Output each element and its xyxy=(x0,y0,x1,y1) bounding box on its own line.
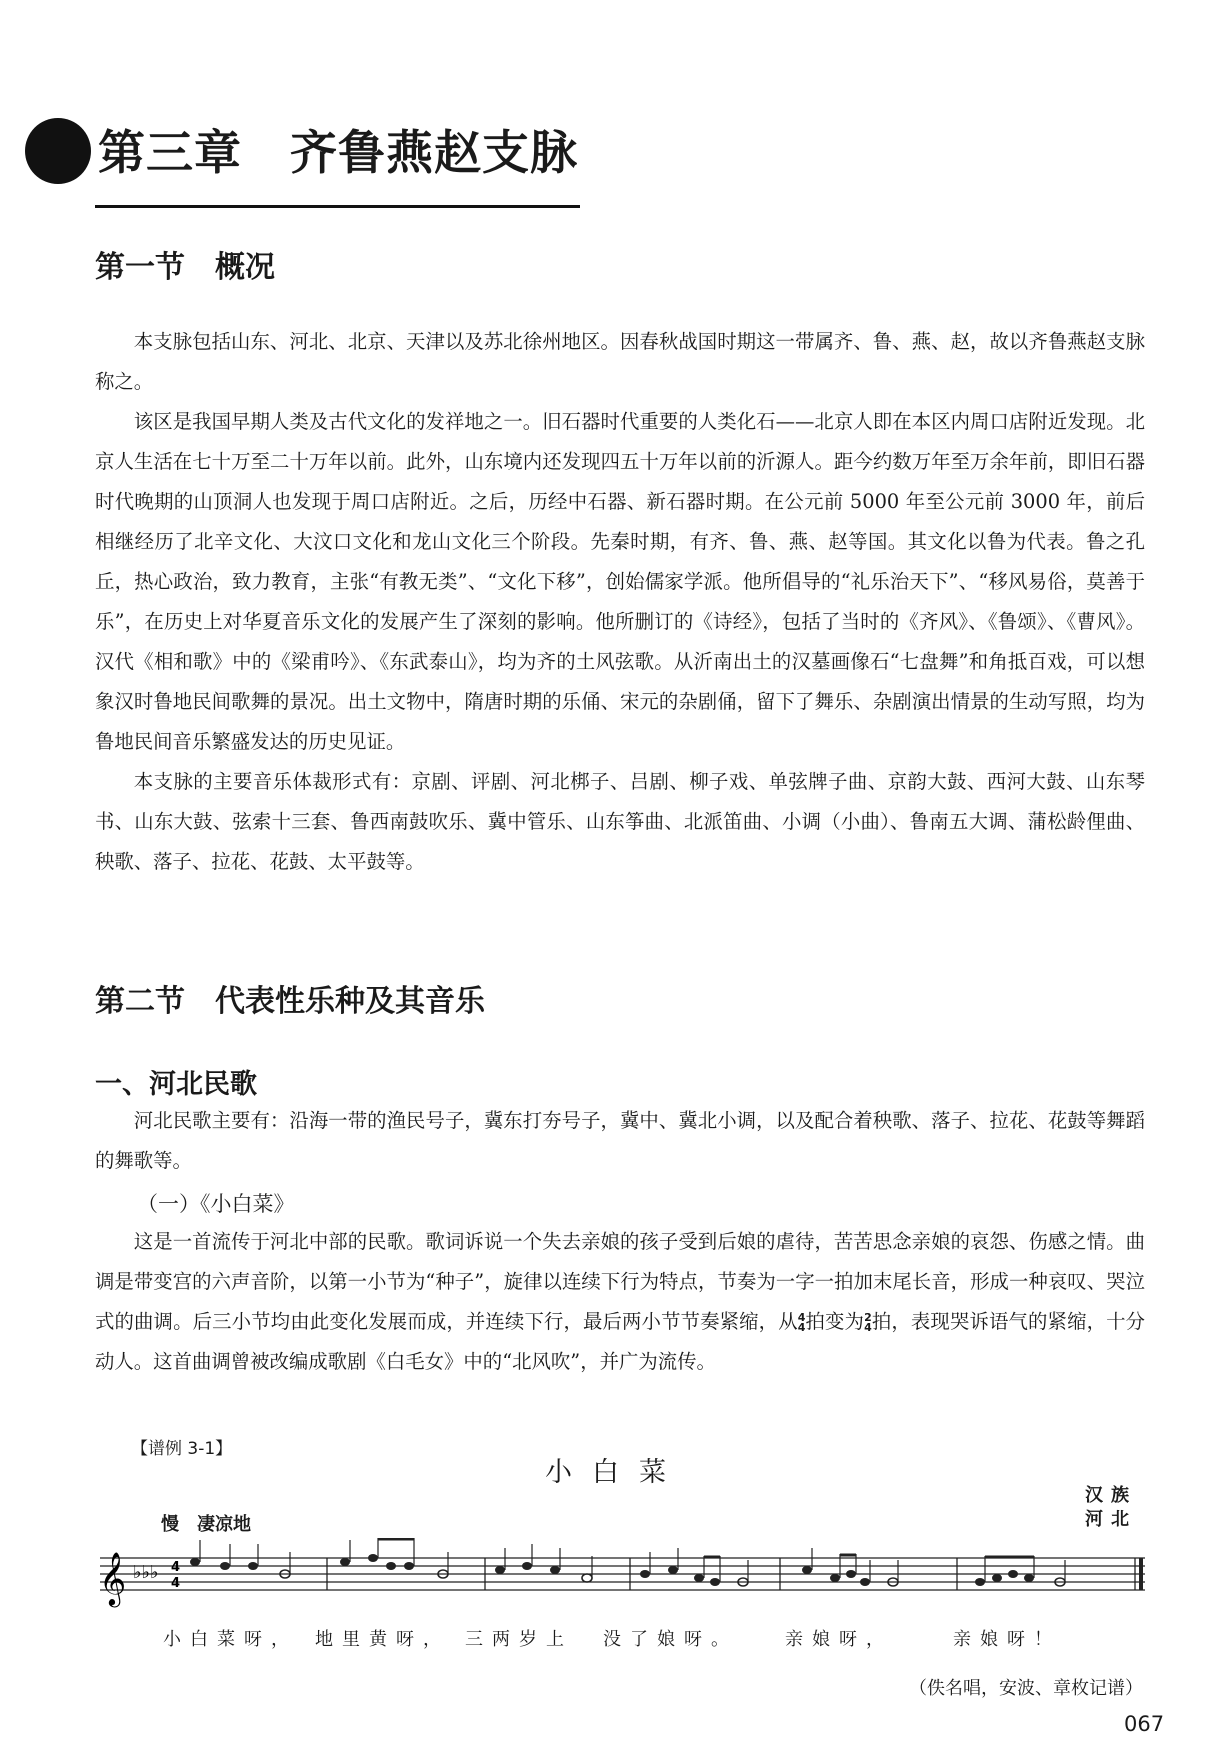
section-title-overview: 第一节 概况 xyxy=(95,250,275,285)
paragraph-hebei-intro: 河北民歌主要有：沿海一带的渔民号子，冀东打夯号子，冀中、冀北小调，以及配合着秧歌、落子、拉花、花鼓等舞蹈的舞歌等。 xyxy=(95,1109,1145,1172)
lyric-phrase: 三两岁上 xyxy=(465,1629,573,1650)
paragraph-xiaobaicai: 这是一首流传于河北中部的民歌。歌词诉说一个失去亲娘的孩子受到后娘的虐待，苦苦思念亲娘的哀怨、伤感之情。曲调是带变宫的六声音阶，以第一小节为“种子”，旋律以连续下行为特点，节奏为一字一拍加末尾长音，形成一种哀叹、哭泣式的曲调。后三小节均由此变化发展而成，并连续下行，最后两小节节奏紧缩，从 4 4 拍变为 2 4 拍，表现哭诉语气的紧缩，十分动人。这首曲调曾被改编成歌剧《白毛女》中的“北风吹”，并广为流传。 xyxy=(95,1230,1146,1373)
score-tempo: 慢 凄凉地 xyxy=(161,1514,251,1535)
page-number: 067 xyxy=(1124,1712,1165,1736)
lyric-phrase: 亲娘呀！ xyxy=(953,1629,1061,1650)
lyric-phrase: 地里黄呀， xyxy=(315,1629,450,1650)
chapter-title: 第三章 齐鲁燕赵支脉 xyxy=(98,126,578,181)
chapter-divider xyxy=(95,205,580,208)
treble-clef-icon: 𝄞 xyxy=(99,1551,127,1605)
svg-text:♭♭♭: ♭♭♭ xyxy=(133,1562,159,1583)
time-signature-to: 2 4 xyxy=(864,1311,872,1334)
lyric-phrase: 没了娘呀。 xyxy=(603,1629,738,1650)
score-example-label: 【谱例 3-1】 xyxy=(131,1439,233,1459)
lyric-phrase: 亲娘呀， xyxy=(785,1629,893,1650)
paragraph-region: 本支脉包括山东、河北、北京、天津以及苏北徐州地区。因春秋战国时期这一带属齐、鲁、燕、赵，故以齐鲁燕赵支脉称之。 xyxy=(95,330,1145,393)
svg-text:4: 4 xyxy=(171,1576,181,1591)
score-credit: （佚名唱，安波、章枚记谱） xyxy=(909,1678,1143,1699)
subsection-title-hebei: 一、河北民歌 xyxy=(95,1069,257,1100)
score-origin: 汉族 河北 xyxy=(1085,1485,1137,1530)
paragraph-history: 该区是我国早期人类及古代文化的发祥地之一。旧石器时代重要的人类化石——北京人即在本区内周口店附近发现。北京人生活在七十万至二十万年以前。此外，山东境内还发现四五十万年以前的沂源人。距今约数万年至万余年前，即旧石器时代晚期的山顶洞人也发现于周口店附近。之后，历经中石器、新石器时期。在公元前 5000 年至公元前 3000 年，前后相继经历了北辛文化、大汶口文化和龙山文化三个阶段。先秦时期，有齐、鲁、燕、赵等国。其文化以鲁为代表。鲁之孔丘，热心政治，致力教育，主张“有教无类”、“文化下移”，创始儒家学派。他所倡导的“礼乐治天下”、“移风易俗，莫善于乐”，在历史上对华夏音乐文化的发展产生了深刻的影响。他所删订的《诗经》，包括了当时的《齐风》、《鲁颂》、《曹风》。汉代《相和歌》中的《梁甫吟》、《东武泰山》，均为齐的土风弦歌。从沂南出土的汉墓画像石“七盘舞”和角抵百戏，可以想象汉时鲁地民间歌舞的景况。出土文物中，隋唐时期的乐俑、宋元的杂剧俑，留下了舞乐、杂剧演出情景的生动写照，均为鲁地民间音乐繁盛发达的历史见证。 xyxy=(95,410,1145,753)
paragraph-genres: 本支脉的主要音乐体裁形式有：京剧、评剧、河北梆子、吕剧、柳子戏、单弦牌子曲、京韵大鼓、西河大鼓、山东琴书、山东大鼓、弦索十三套、鲁西南鼓吹乐、冀中管乐、山东筝曲、北派笛曲、小调（小曲）、鲁南五大调、蒲松龄俚曲、秧歌、落子、拉花、花鼓、太平鼓等。 xyxy=(95,770,1145,873)
svg-text:4: 4 xyxy=(171,1560,181,1575)
chapter-bullet-icon xyxy=(25,118,91,184)
music-staff xyxy=(95,1538,1155,1618)
item-title-xiaobaicai: （一）《小白菜》 xyxy=(137,1192,295,1216)
lyric-phrase: 小白菜呀， xyxy=(163,1629,298,1650)
score-example xyxy=(95,1428,1155,1718)
section-title-representative: 第二节 代表性乐种及其音乐 xyxy=(95,984,485,1019)
score-title: 小白菜 xyxy=(545,1457,686,1488)
time-signature-from: 4 4 xyxy=(797,1311,806,1334)
